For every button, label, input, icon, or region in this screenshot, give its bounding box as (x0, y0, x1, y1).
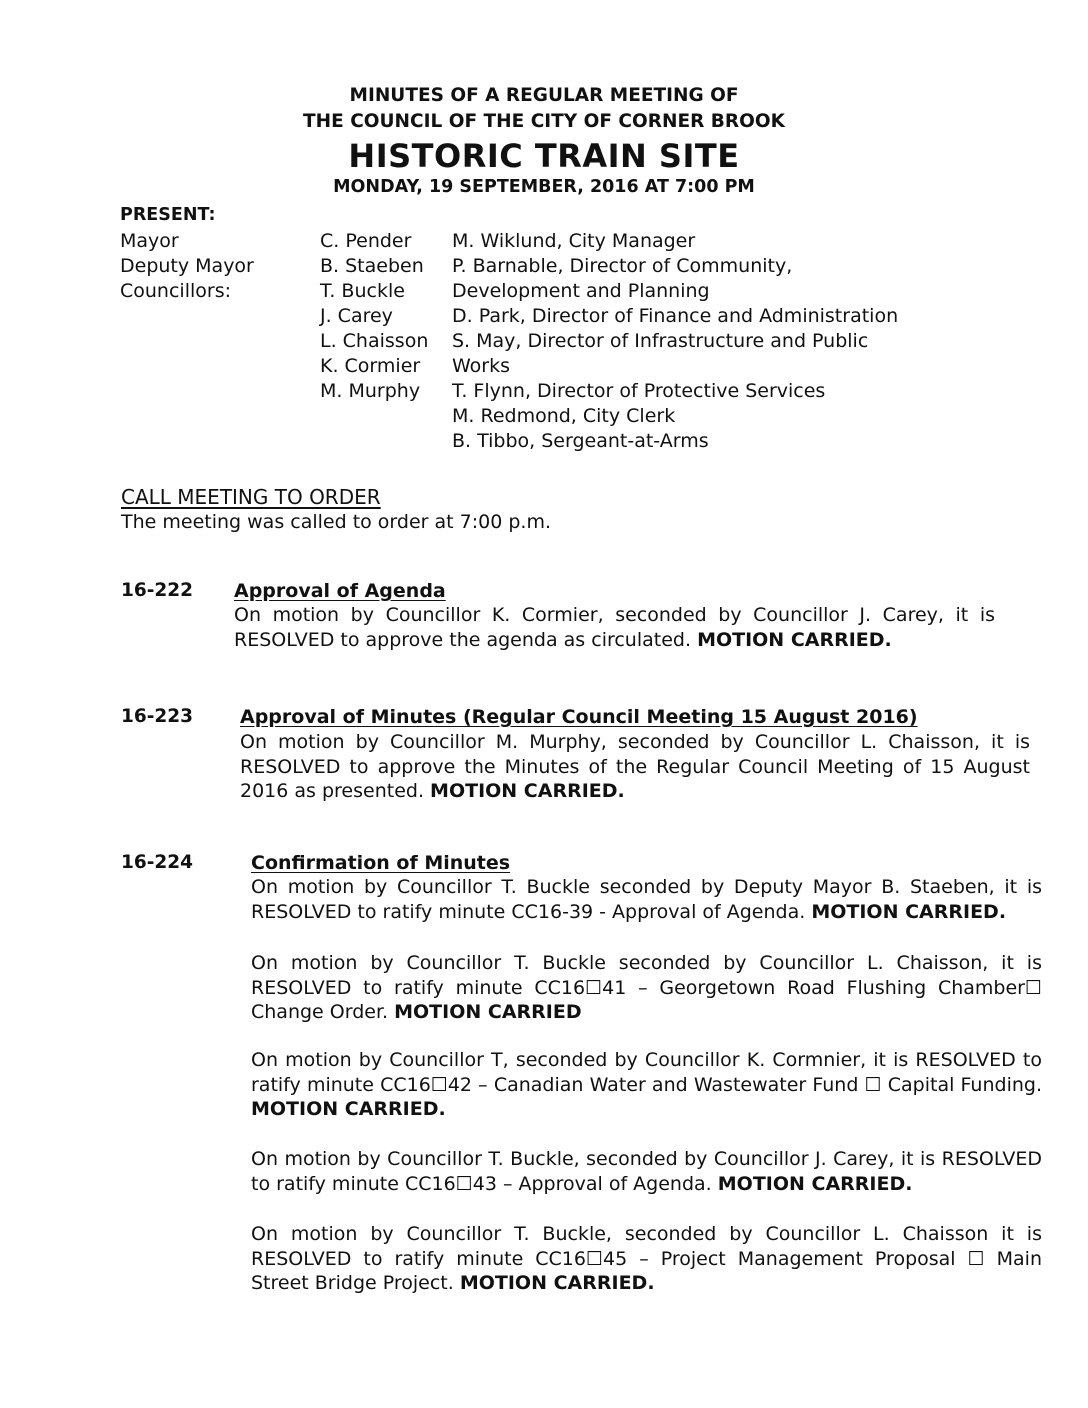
staff-line: Works (452, 355, 511, 377)
member: J. Carey (320, 305, 393, 327)
members-column (320, 229, 428, 404)
motion-result: MOTION CARRIED. (811, 900, 1007, 923)
motion-paragraph (234, 603, 995, 652)
motion-text: On motion by Councillor M. Murphy, seconded by Councillor L. Chaisson, it is RESOLVED to approve the Minutes of the Regular Council Meeting of 15 August 2016 as presented. (240, 731, 1030, 802)
motion-text: On motion by Councillor T. Buckle seconded by Councillor L. Chaisson, it is RESOLVED to ratify minute CC16☐41 – Georgetown Road Flushing Chamber☐ Change Order. (251, 952, 1042, 1023)
member: L. Chaisson (320, 330, 429, 352)
item-title: Confirmation of Minutes (251, 852, 511, 874)
header-line-2: THE COUNCIL OF THE CITY OF CORNER BROOK (303, 111, 785, 132)
meeting-location: HISTORIC TRAIN SITE (348, 137, 740, 175)
motion-result: MOTION CARRIED. (251, 1098, 446, 1120)
staff-line: B. Tibbo, Sergeant-at-Arms (452, 430, 709, 452)
staff-line: M. Wiklund, City Manager (452, 230, 696, 252)
header-line-1: MINUTES OF A REGULAR MEETING OF (349, 85, 739, 106)
motion-paragraph (251, 1222, 1042, 1296)
staff-line: T. Flynn, Director of Protective Services (452, 380, 826, 402)
motion-result: MOTION CARRIED (394, 1001, 582, 1023)
motion-paragraph (251, 875, 1042, 924)
member: B. Staeben (320, 255, 424, 277)
motion-result: MOTION CARRIED. (459, 1272, 655, 1294)
staff-line: S. May, Director of Infrastructure and Public (452, 330, 869, 352)
motion-paragraph (251, 1147, 1042, 1196)
present-label: PRESENT: (120, 205, 216, 225)
item-number: 16-223 (121, 706, 194, 727)
motion-result: MOTION CARRIED. (717, 1172, 913, 1195)
motion-text: On motion by Councillor T. Buckle seconded by Deputy Mayor B. Staeben, it is RESOLVED to ratify minute CC16-39 - Approval of Agenda. (251, 876, 1042, 923)
member: M. Murphy (320, 380, 421, 402)
item-number: 16-224 (121, 852, 194, 873)
motion-paragraph (251, 1048, 1042, 1122)
staff-column (452, 229, 898, 454)
member: K. Cormier (320, 355, 421, 377)
role: Mayor (120, 230, 179, 252)
member: C. Pender (320, 230, 412, 252)
motion-result: MOTION CARRIED. (430, 780, 625, 802)
item-title: Approval of Minutes (Regular Council Meeting 15 August 2016) (240, 706, 918, 728)
role: Councillors: (120, 280, 231, 302)
roles-column (120, 229, 254, 304)
member: T. Buckle (320, 280, 405, 302)
motion-result: MOTION CARRIED. (697, 628, 892, 651)
item-number: 16-222 (121, 580, 194, 601)
motion-text: On motion by Councillor K. Cormier, seconded by Councillor J. Carey, it is RESOLVED to approve the agenda as circulated. (234, 604, 995, 651)
call-to-order-title: CALL MEETING TO ORDER (121, 485, 381, 509)
staff-line: Development and Planning (452, 280, 710, 302)
motion-text: On motion by Councillor T. Buckle, seconded by Councillor J. Carey, it is RESOLVED to ratify minute CC16☐43 – Approval of Agenda. (251, 1148, 1042, 1195)
meeting-date: MONDAY, 19 SEPTEMBER, 2016 AT 7:00 PM (333, 177, 755, 197)
role: Deputy Mayor (120, 255, 254, 277)
staff-line: P. Barnable, Director of Community, (452, 255, 793, 277)
staff-line: D. Park, Director of Finance and Administration (452, 305, 899, 327)
call-to-order-text: The meeting was called to order at 7:00 p.m. (121, 511, 551, 533)
item-title: Approval of Agenda (234, 580, 446, 602)
motion-paragraph (240, 730, 1030, 804)
motion-text: On motion by Councillor T, seconded by Councillor K. Cormnier, it is RESOLVED to ratify minute CC16☐42 – Canadian Water and Wastewater Fund ☐ Capital Funding. (251, 1049, 1042, 1096)
staff-line: M. Redmond, City Clerk (452, 405, 676, 427)
motion-text: On motion by Councillor T. Buckle, seconded by Councillor L. Chaisson it is RESOLVED to ratify minute CC16☐45 – Project Management Proposal ☐ Main Street Bridge Project. (251, 1223, 1042, 1294)
motion-paragraph (251, 951, 1042, 1025)
